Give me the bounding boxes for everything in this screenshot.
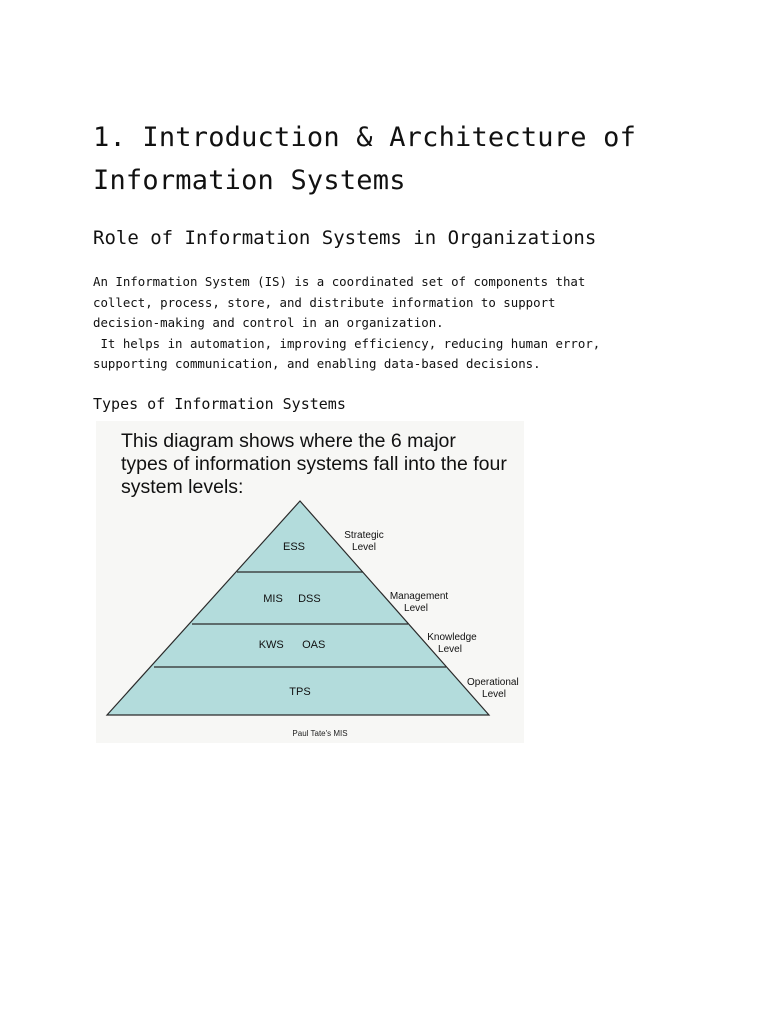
paragraph-line: supporting communication, and enabling data-based decisions. — [93, 356, 541, 371]
level-label: Level — [404, 603, 428, 614]
pyramid-diagram — [96, 421, 524, 743]
level-label: Level — [352, 542, 376, 553]
figure-caption-line: types of information systems fall into the four — [121, 453, 507, 475]
level-label: Level — [482, 689, 506, 700]
level-label: Management — [389, 591, 449, 602]
tier-systems-label: TPS — [289, 686, 311, 698]
paragraph-line: collect, process, store, and distribute information to support — [93, 294, 556, 310]
paragraph-line: An Information System (IS) is a coordinated set of components that — [93, 274, 586, 289]
level-label: Strategic — [344, 530, 384, 541]
tier-systems-label: MIS DSS — [263, 593, 321, 605]
level-label: Operational — [467, 677, 519, 688]
tier-systems-label: ESS — [282, 541, 306, 553]
tier-systems-label: KWS OAS — [258, 639, 326, 651]
level-label: Knowledge — [427, 632, 477, 643]
page-title: 1. Introduction & Architecture of Information Systems — [93, 122, 637, 196]
figure-credit: Paul Tate's MIS — [292, 729, 348, 738]
figure-caption-line: This diagram shows where the 6 major — [121, 430, 456, 452]
level-label: Level — [438, 644, 462, 655]
subsection-heading: Types of Information Systems — [93, 395, 346, 413]
section-heading: Role of Information Systems in Organizations — [93, 227, 597, 249]
pyramid-shape — [107, 501, 489, 715]
is-pyramid-figure — [96, 421, 524, 743]
paragraph-line: decision-making and control in an organization. — [93, 315, 444, 330]
paragraph-line: It helps in automation, improving efficiency, reducing human error, — [93, 335, 601, 351]
body-paragraph — [93, 272, 693, 375]
figure-caption-line: system levels: — [121, 476, 244, 498]
